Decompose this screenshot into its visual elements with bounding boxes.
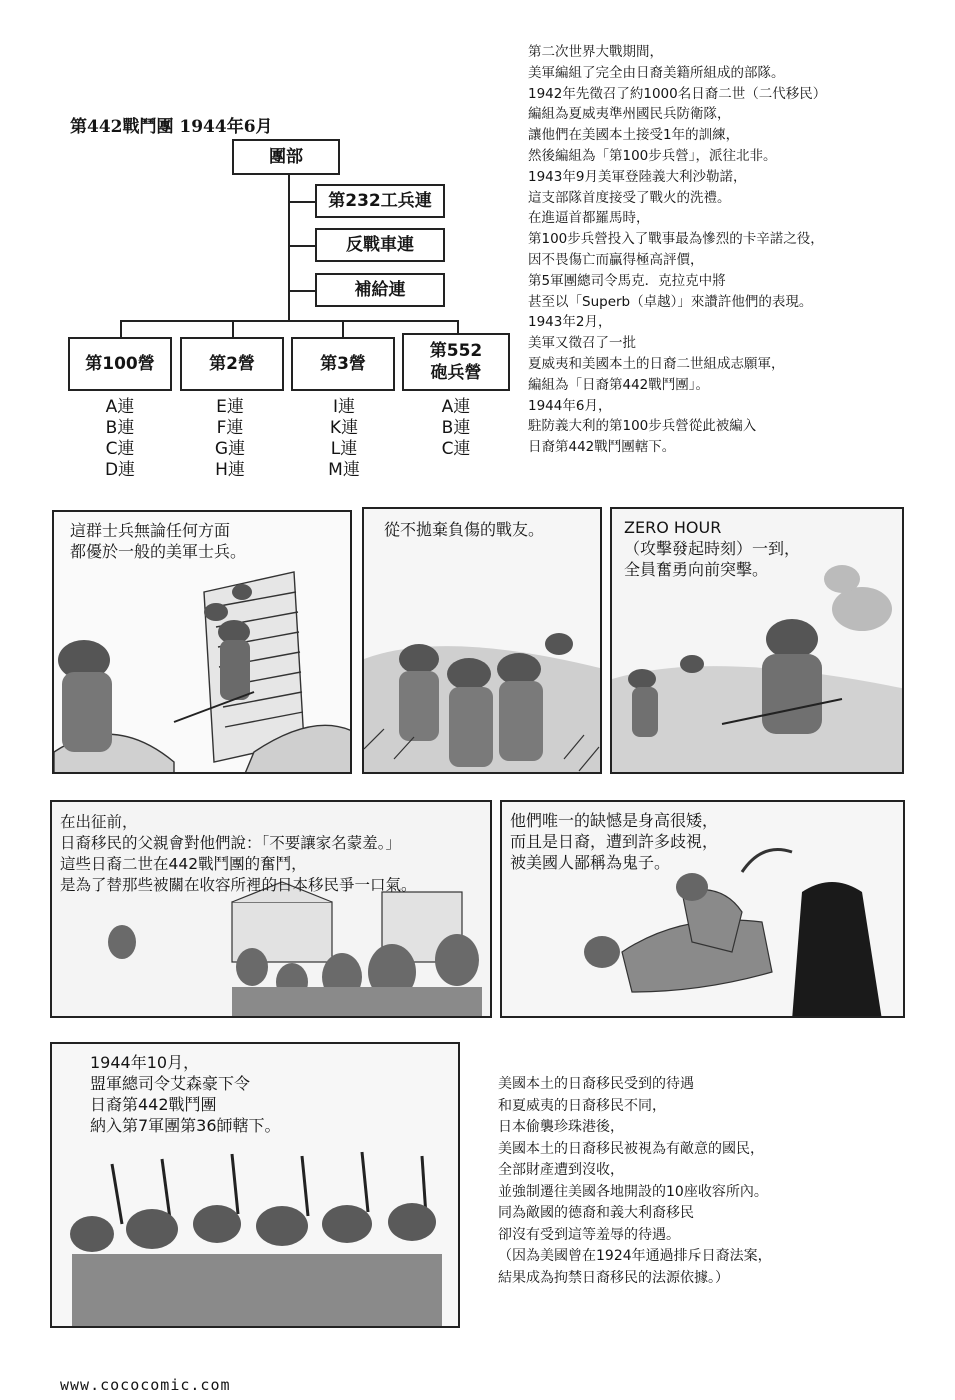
branch-line-2 <box>288 245 315 247</box>
panel-6-caption: 1944年10月， 盟軍總司令艾森豪下令 日裔第442戰鬥團 納入第7軍團第36師轄下。 <box>90 1053 281 1135</box>
branch-line-3 <box>288 290 315 292</box>
drop-line-1 <box>120 320 122 338</box>
panel-2-caption: 從不拋棄負傷的戰友。 <box>384 520 545 539</box>
footer-url[interactable]: www.cococomic.com <box>60 1376 231 1394</box>
hq-box <box>232 139 340 175</box>
companies-2: E連 F連 G連 H連 <box>214 397 246 480</box>
companies-552: A連 B連 C連 <box>441 397 471 459</box>
panel-5-caption: 他們唯一的缺憾是身高很矮， 而且是日裔，遭到許多歧視， 被美國人鄙稱為鬼子。 <box>510 811 719 872</box>
battalion-552-box: 第552 砲兵營 <box>402 333 510 391</box>
panel-soldiers-climbing <box>52 510 352 774</box>
panel-fathers-words <box>50 800 492 1018</box>
branch-line-1 <box>288 201 315 203</box>
panel-zero-hour <box>610 507 904 774</box>
attached-unit-engineer: 第232工兵連 <box>315 184 445 218</box>
drop-line-4 <box>457 320 459 334</box>
panel-4-caption: 在出征前， 日裔移民的父親會對他們說：「不要讓家名蒙羞。」 這些日裔二世在442戰鬥團的奮鬥， 是為了替那些被關在收容所裡的日本移民爭一口氣。 <box>60 813 417 894</box>
top-narrative: 第二次世界大戰期間， 美軍編組了完全由日裔美籍所組成的部隊。 1942年先徵召了約1000名日裔二世（二代移民） 編組為夏威夷準州國民兵防衛隊， 讓他們在美國本土接受1年的訓練， 然後編組為「第100步兵營」，派往北非。 1943年9月美軍登陸義大利沙勒諾， 這支部隊首度接受了戰火的洗禮。 在進逼首都羅馬時， 第100步兵營投入了戰事最為慘烈的卡辛諾之役， 因不畏傷亡而贏得極高評價， 第5軍團總司令馬克．克拉克中將 甚至以「Superb（卓越）」來讚許他們的表現。 1943年2月， 美軍又徵召了一批 夏威夷和美國本土的日裔二世組成志願軍， 編組為「日裔第442戰鬥團」。 1944年6月， 駐防義大利的第100步兵營從此被編入 日裔第442戰鬥團轄下。 <box>528 44 827 456</box>
trunk-line <box>288 175 290 320</box>
panel-3-caption: ZERO HOUR （攻擊發起時刻）一到， 全員奮勇向前突擊。 <box>624 518 801 579</box>
bottom-narrative: 美國本土的日裔移民受到的待遇 和夏威夷的日裔移民不同， 日本偷襲珍珠港後， 美國本土的日裔移民被視為有敵意的國民， 全部財產遭到沒收， 並強制遷往美國各地開設的10座收容所內。 同為敵國的德裔和義大利裔移民 卻沒有受到這等羞辱的待遇。 （因為美國曾在1924年通過排斥日裔法案， 結果成為拘禁日裔移民的法源依據。） <box>498 1076 772 1286</box>
attached-unit-supply: 補給連 <box>315 273 445 307</box>
battalion-2-box: 第2營 <box>180 337 284 391</box>
attached-unit-antitank: 反戰車連 <box>315 228 445 262</box>
battalion-100-box: 第100營 <box>68 337 172 391</box>
panel-1-caption: 這群士兵無論任何方面 都優於一般的美軍士兵。 <box>70 521 247 561</box>
panel-discrimination <box>500 800 905 1018</box>
companies-100: A連 B連 C連 D連 <box>104 397 136 480</box>
panel-2-illustration <box>364 509 602 774</box>
drop-line-3 <box>342 320 344 338</box>
hq-label: 團部 <box>269 147 303 167</box>
drop-line-2 <box>232 320 234 338</box>
panel-carrying-comrades <box>362 507 602 774</box>
org-chart-title: 第442戰鬥團 1944年6月 <box>70 117 273 137</box>
companies-3: I連 K連 L連 M連 <box>328 397 360 480</box>
battalion-bus-line <box>120 320 459 322</box>
battalion-3-box: 第3營 <box>291 337 395 391</box>
panel-36th-division <box>50 1042 460 1328</box>
